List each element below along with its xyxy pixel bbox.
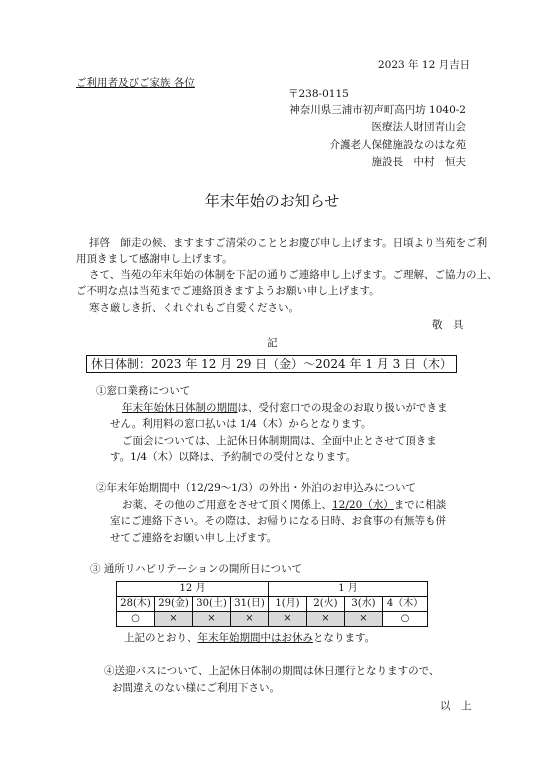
postal-code: 〒238-0115 <box>288 88 349 100</box>
schedule-table <box>116 581 428 627</box>
section-4-line-1: ④送迎バスについて、上記休日体制の期間は休日運行となりますので、 <box>104 665 440 677</box>
day-cell: 29(金) <box>155 597 193 612</box>
section-1-line-4: す。1/4（木）以降は、予約制での受付となります。 <box>110 451 357 463</box>
month-jan: 1 月 <box>269 582 428 597</box>
day-cell: 1(月) <box>269 597 307 612</box>
deadline-underline: 12/20（水） <box>332 499 394 511</box>
section-2-heading: ②年末年始期間中（12/29～1/3）の外出・外泊のお申込みについて <box>96 482 416 494</box>
intro-line-2: 用頂きまして感謝申し上げます。 <box>76 253 233 265</box>
sender-address: 神奈川県三浦市初声町高円坊 1040-2 <box>289 104 466 116</box>
closing-ijou: 以 上 <box>440 700 472 712</box>
day-cell: 3(水) <box>345 597 383 612</box>
ki-marker: 記 <box>267 337 278 349</box>
day-cell: 28(木) <box>117 597 155 612</box>
closed-mark: × <box>345 612 383 627</box>
month-dec: 12 月 <box>117 582 269 597</box>
intro-line-4: ご不明な点は当苑までご連絡頂きますようお願い申し上げます。 <box>76 285 380 297</box>
page-title: 年末年始のお知らせ <box>204 192 340 210</box>
sender-corporation: 医療法人財団青山会 <box>371 121 466 133</box>
closed-mark: × <box>155 612 193 627</box>
holiday-period-underline: 年末年始休日体制の期間 <box>122 402 238 414</box>
intro-line-5: 寒さ厳しき折、くれぐれもご自愛ください。 <box>89 302 299 314</box>
schedule-day-row <box>117 597 428 612</box>
section-2-line-3: せてご連絡をお願い申し上げます。 <box>110 532 278 544</box>
holiday-period-box: 休日体制：2023 年 12 月 29 日（金）～2024 年 1 月 3 日（木） <box>86 355 457 373</box>
section-2-line-2: 室にご連絡下さい。その際は、お帰りになる日時、お食事の有無等も併 <box>110 515 446 527</box>
section-1-line-3: ご面会については、上記休日体制期間は、全面中止とさせて頂きま <box>122 435 437 447</box>
day-cell: 31(日) <box>231 597 269 612</box>
section-1-heading: ①窓口業務について <box>96 385 191 397</box>
section-2-line-1: お薬、その他のご用意をさせて頂く関係上、12/20（水）までに相談 <box>122 499 447 511</box>
section-1-line-1: 年末年始休日体制の期間は、受付窓口での現金のお取り扱いができま <box>122 402 448 414</box>
document-date: 2023 年 12 月吉日 <box>378 59 471 71</box>
closed-mark: × <box>307 612 345 627</box>
intro-line-1: 拝啓 師走の候、ますますご清栄のこととお慶び申し上げます。日頃より当苑をご利 <box>89 237 488 249</box>
section-1-line-2: せん。利用料の窓口払いは 1/4（木）からとなります。 <box>110 418 372 430</box>
section-3-note: 上記のとおり、年末年始期間中はお休みとなります。 <box>124 632 376 644</box>
schedule-month-row <box>117 582 428 597</box>
day-cell: 2(火) <box>307 597 345 612</box>
section-3-heading: ③ 通所リハビリテーションの開所日について <box>90 563 303 575</box>
closed-mark: × <box>193 612 231 627</box>
closed-mark: × <box>231 612 269 627</box>
closure-underline: 年末年始期間中はお休み <box>197 632 313 644</box>
section-4-line-2: お間違えのない様にご利用下さい。 <box>112 682 280 694</box>
day-cell: 30(土) <box>193 597 231 612</box>
closed-mark: × <box>269 612 307 627</box>
open-mark: ○ <box>117 612 155 627</box>
addressee: ご利用者及びご家族 各位 <box>76 77 195 89</box>
sender-facility: 介護老人保健施設なのはな苑 <box>329 139 466 151</box>
intro-line-3: さて、当苑の年末年始の体制を下記の通りご連絡申し上げます。ご理解、ご協力の上、 <box>89 269 498 281</box>
schedule-mark-row <box>117 612 428 627</box>
day-cell: 4（木） <box>383 597 428 612</box>
keigu: 敬 具 <box>432 319 464 331</box>
open-mark: ○ <box>383 612 428 627</box>
sender-director: 施設長 中村 恒夫 <box>371 156 466 168</box>
